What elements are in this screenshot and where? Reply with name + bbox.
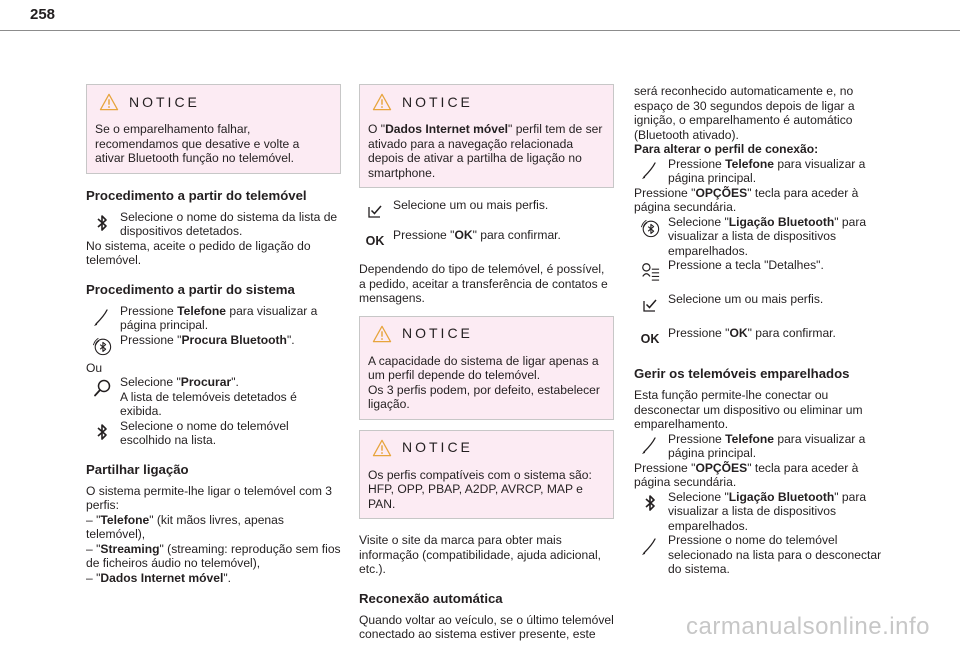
section-heading: Procedimento a partir do sistema bbox=[86, 281, 295, 297]
step-text: Selecione "Ligação Bluetooth" para visualizar a lista de dispositivos emparelhados. bbox=[668, 489, 867, 533]
pen-icon bbox=[92, 307, 112, 327]
column-2 bbox=[359, 84, 614, 642]
step-text: Pressione a tecla "Detalhes". bbox=[668, 258, 824, 272]
search-icon bbox=[92, 378, 112, 398]
paragraph: Ou bbox=[86, 360, 103, 375]
page-number: 258 bbox=[30, 6, 56, 23]
notice-text: Os perfis compatíveis com o sistema são: HFP, OPP, PBAP, A2DP, AVRCP, MAP e PAN. bbox=[368, 467, 592, 511]
bluetooth-icon bbox=[92, 422, 112, 442]
ok-icon: OK bbox=[365, 233, 385, 248]
paragraph: O sistema permite-lhe ligar o telemóvel com 3 perfis: bbox=[86, 483, 332, 512]
warning-icon bbox=[99, 93, 119, 111]
paragraph: Quando voltar ao veículo, se o último telemóvel conectado ao sistema estiver presente, este bbox=[359, 612, 614, 641]
notice-title: NOTICE bbox=[129, 93, 200, 110]
step-text: Selecione "Procurar". A lista de telemóveis detetados é exibida. bbox=[120, 375, 297, 418]
notice-title: NOTICE bbox=[402, 439, 473, 456]
step-text: Pressione o nome do telemóvel selecionado na lista para o desconectar do sistema. bbox=[668, 533, 882, 576]
section-heading: Reconexão automática bbox=[359, 590, 503, 606]
column-3 bbox=[634, 84, 889, 577]
step-text: Pressione Telefone para visualizar a página principal. bbox=[120, 303, 318, 332]
pen-icon bbox=[640, 536, 660, 556]
step-text: Pressione Telefone para visualizar a página principal. bbox=[668, 431, 866, 460]
ok-icon: OK bbox=[640, 331, 660, 346]
paragraph: Pressione "OPÇÕES" tecla para aceder à página secundária. bbox=[634, 185, 859, 214]
step-text: Selecione o nome do telemóvel escolhido na lista. bbox=[120, 418, 289, 447]
step-text: Pressione "OK" para confirmar. bbox=[393, 228, 561, 242]
subheading: Para alterar o perfil de conexão: bbox=[634, 142, 819, 156]
notice-text: A capacidade do sistema de ligar apenas a um perfil depende do telemóvel. bbox=[368, 353, 599, 382]
step-text: Pressione Telefone para visualizar a página principal. bbox=[668, 156, 866, 185]
notice-text: Os 3 perfis podem, por defeito, estabelecer ligação. bbox=[368, 382, 600, 411]
notice-text: Se o emparelhamento falhar, recomendamos que desative e volte a ativar Bluetooth função no telemóvel. bbox=[95, 122, 300, 165]
bluetooth-search-icon bbox=[640, 218, 660, 238]
pen-icon bbox=[640, 160, 660, 180]
paragraph: Dependendo do tipo de telemóvel, é possível, a pedido, aceitar a transferência de contatos e mensagens. bbox=[359, 262, 608, 305]
warning-icon bbox=[372, 439, 392, 457]
checkbox-icon bbox=[365, 201, 385, 221]
paragraph: No sistema, aceite o pedido de ligação do telemóvel. bbox=[86, 238, 311, 267]
notice-title: NOTICE bbox=[402, 325, 473, 342]
paragraph: Esta função permite-lhe conectar ou desconectar um dispositivo ou eliminar um emparelhamento. bbox=[634, 388, 863, 431]
paragraph: será reconhecido automaticamente e, no espaço de 30 segundos depois de ligar a ignição, o emparelhamento é automático (Bluetooth ativado). bbox=[634, 84, 855, 142]
paragraph: Pressione "OPÇÕES" tecla para aceder à página secundária. bbox=[634, 460, 859, 489]
checkbox-icon bbox=[640, 295, 660, 315]
section-heading: Partilhar ligação bbox=[86, 461, 189, 477]
notice-box bbox=[359, 430, 614, 520]
step-text: Selecione um ou mais perfis. bbox=[668, 292, 824, 306]
notice-box bbox=[86, 84, 341, 174]
notice-box bbox=[359, 316, 614, 420]
step-text: Pressione "Procura Bluetooth". bbox=[120, 332, 295, 347]
section-heading: Procedimento a partir do telemóvel bbox=[86, 187, 307, 203]
notice-text: O "Dados Internet móvel" perfil tem de ser ativado para a navegação relacionada depois de ativar a partilha de ligação no smartphone. bbox=[368, 122, 603, 180]
step-text: Selecione "Ligação Bluetooth" para visualizar a lista de dispositivos emparelhados. bbox=[668, 214, 867, 258]
list-item: – "Dados Internet móvel". bbox=[86, 570, 232, 585]
paragraph: Visite o site da marca para obter mais informação (compatibilidade, ajuda adicional, etc.). bbox=[359, 533, 602, 576]
step-text: Selecione o nome do sistema da lista de dispositivos detetados. bbox=[120, 209, 338, 238]
notice-title: NOTICE bbox=[402, 93, 473, 110]
step-text: Selecione um ou mais perfis. bbox=[393, 198, 549, 212]
top-rule bbox=[0, 30, 960, 31]
bluetooth-icon bbox=[640, 493, 660, 513]
warning-icon bbox=[372, 325, 392, 343]
list-item: – "Streaming" (streaming: reprodução sem fios de ficheiros áudio no telemóvel), bbox=[86, 541, 341, 570]
column-1 bbox=[86, 84, 341, 585]
section-heading: Gerir os telemóveis emparelhados bbox=[634, 366, 850, 381]
bluetooth-search-icon bbox=[92, 336, 112, 356]
watermark: carmanualsonline.info bbox=[686, 613, 930, 640]
details-icon bbox=[640, 261, 660, 281]
list-item: – "Telefone" (kit mãos livres, apenas telemóvel), bbox=[86, 512, 284, 541]
pen-icon bbox=[640, 435, 660, 455]
notice-box bbox=[359, 84, 614, 188]
step-text: Pressione "OK" para confirmar. bbox=[668, 326, 836, 340]
warning-icon bbox=[372, 93, 392, 111]
bluetooth-icon bbox=[92, 213, 112, 233]
